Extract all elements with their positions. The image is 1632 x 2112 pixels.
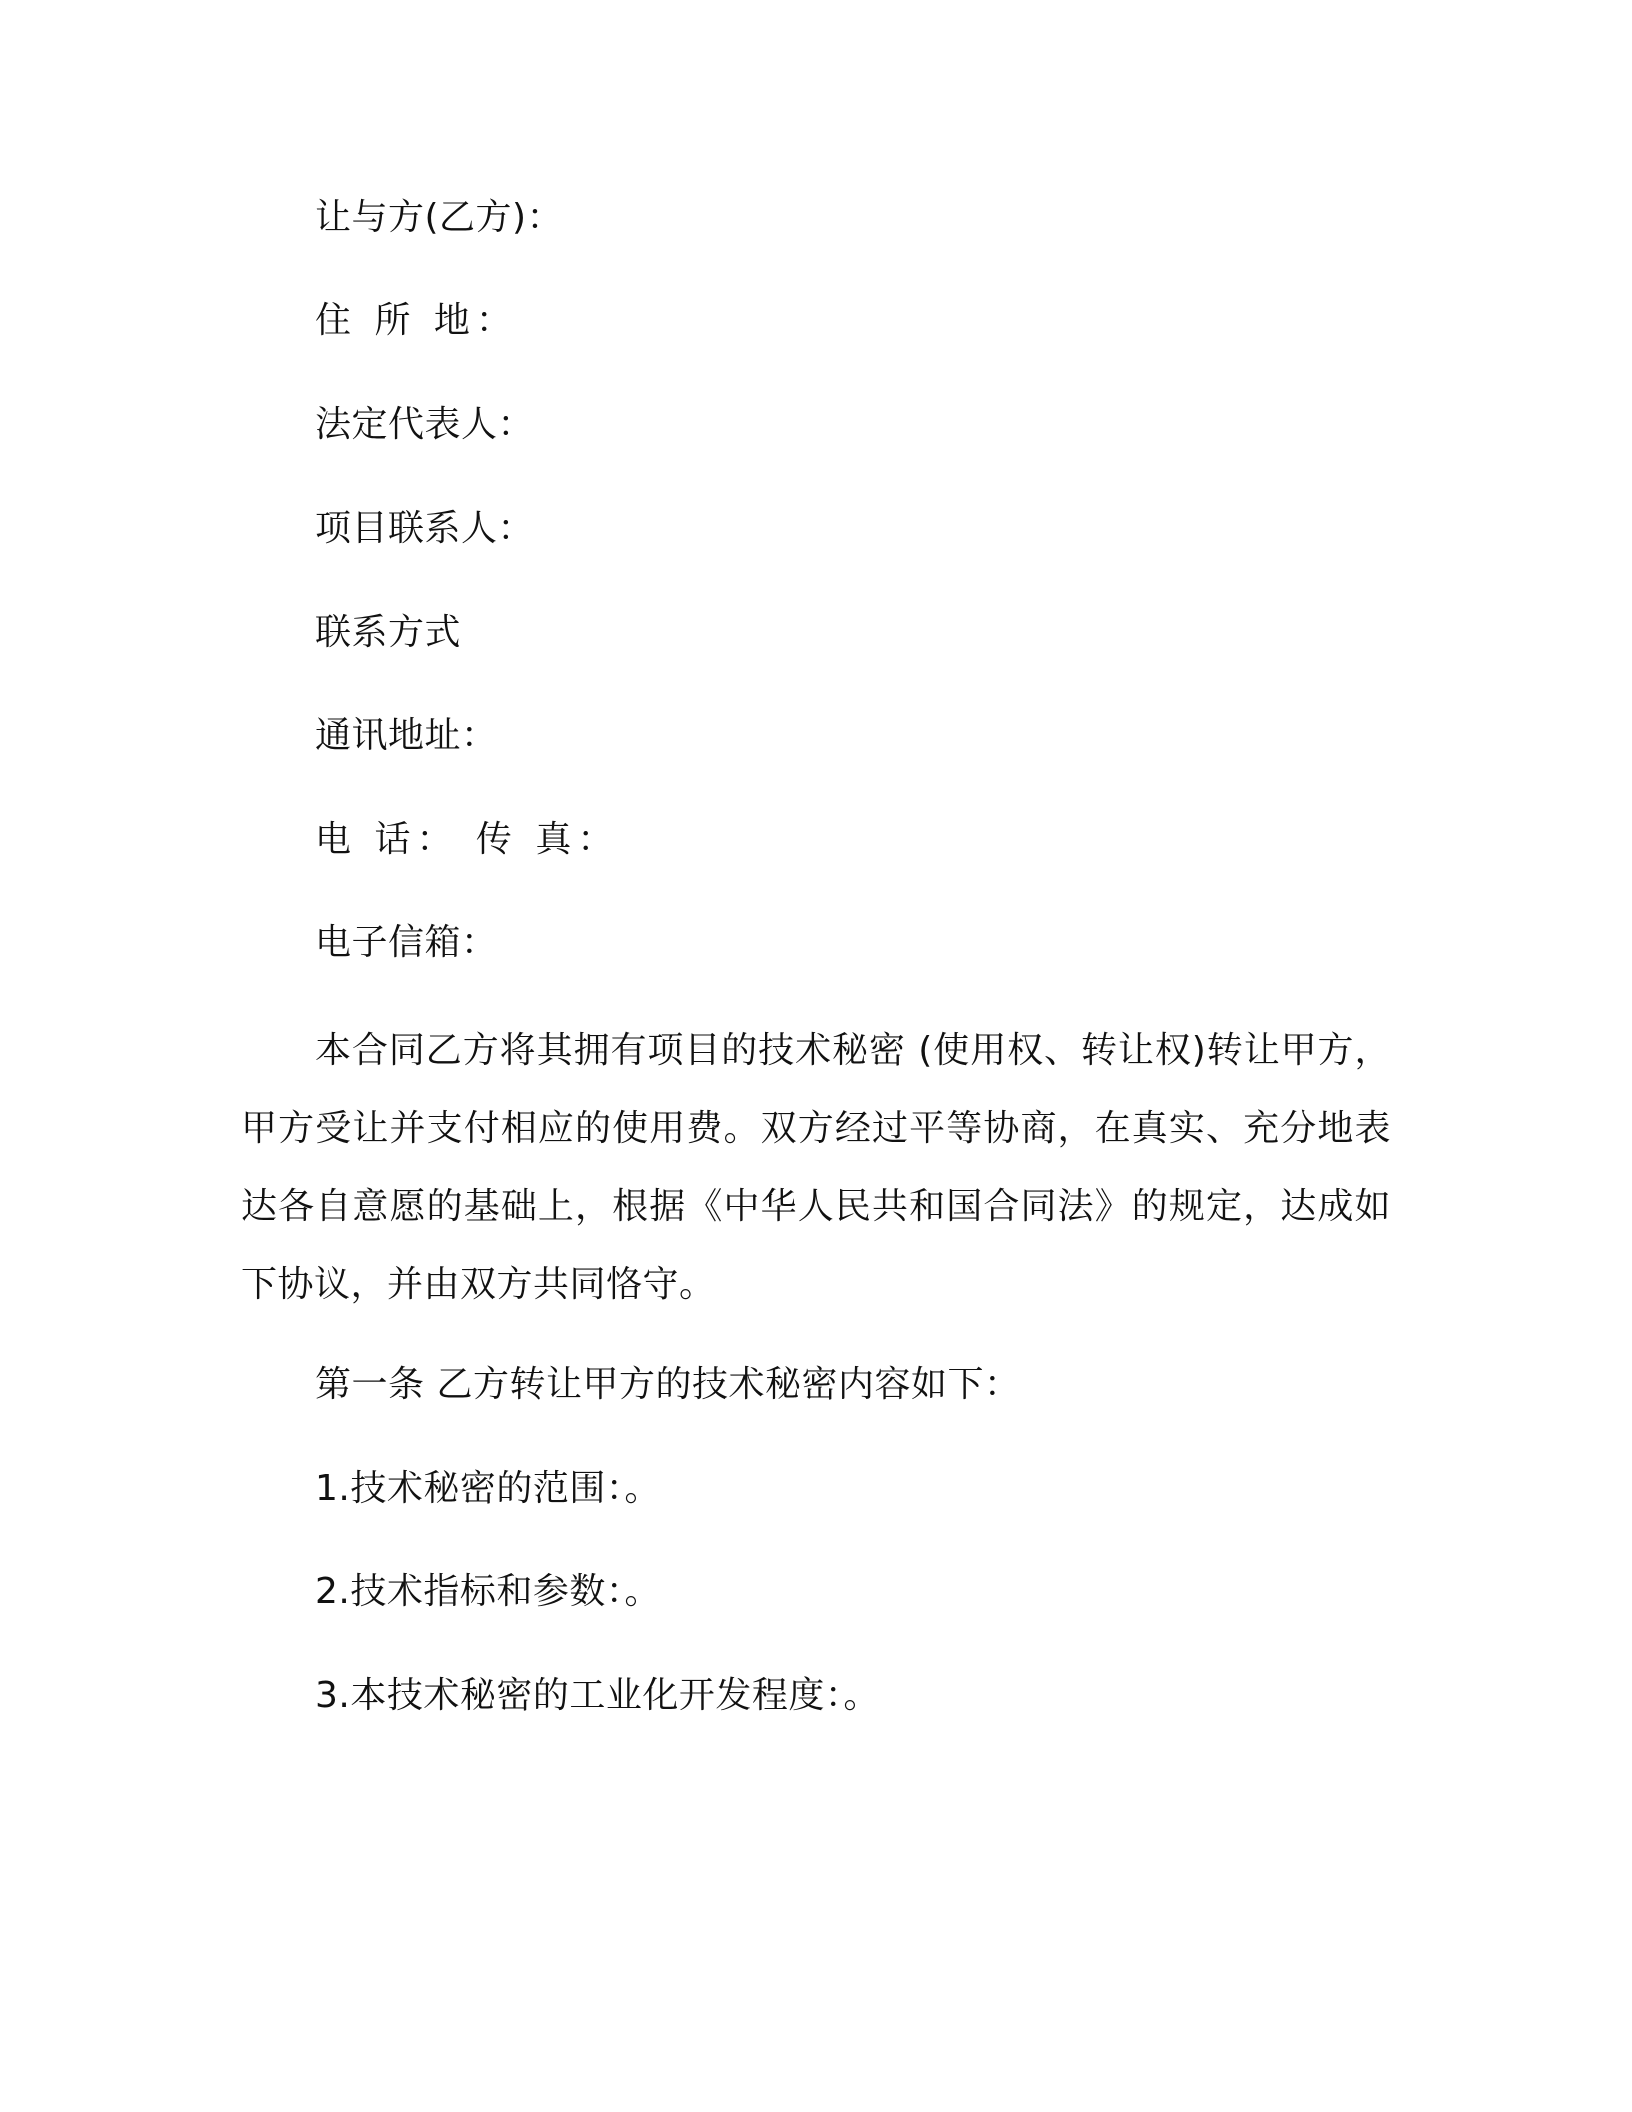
address-label: 住 所 地：	[315, 300, 518, 341]
phone-fax-label: 电 话： 传 真：	[315, 819, 620, 860]
contact-method-label: 联系方式	[315, 612, 462, 653]
mailing-address-label: 通讯地址：	[315, 715, 498, 756]
legal-rep-label: 法定代表人：	[315, 404, 535, 445]
project-contact-label: 项目联系人：	[315, 508, 535, 549]
article-1-heading: 第一条 乙方转让甲方的技术秘密内容如下：	[315, 1364, 1021, 1405]
transferor-label: 让与方(乙方)：	[315, 197, 564, 238]
article-1-item-3: 3.本技术秘密的工业化开发程度：。	[315, 1675, 880, 1716]
preamble-paragraph: 本合同乙方将其拥有项目的技术秘密 (使用权、转让权)转让甲方，甲方受让并支付相应的使用费。双方经过平等协商，在真实、充分地表达各自意愿的基础上，根据《中华人民共和国合同法》的规定，达成如下协议，并由双方共同恪守。	[241, 1030, 1391, 1305]
email-label: 电子信箱：	[315, 922, 498, 963]
article-1-item-2: 2.技术指标和参数：。	[315, 1571, 661, 1612]
article-1-item-1: 1.技术秘密的范围：。	[315, 1468, 661, 1509]
